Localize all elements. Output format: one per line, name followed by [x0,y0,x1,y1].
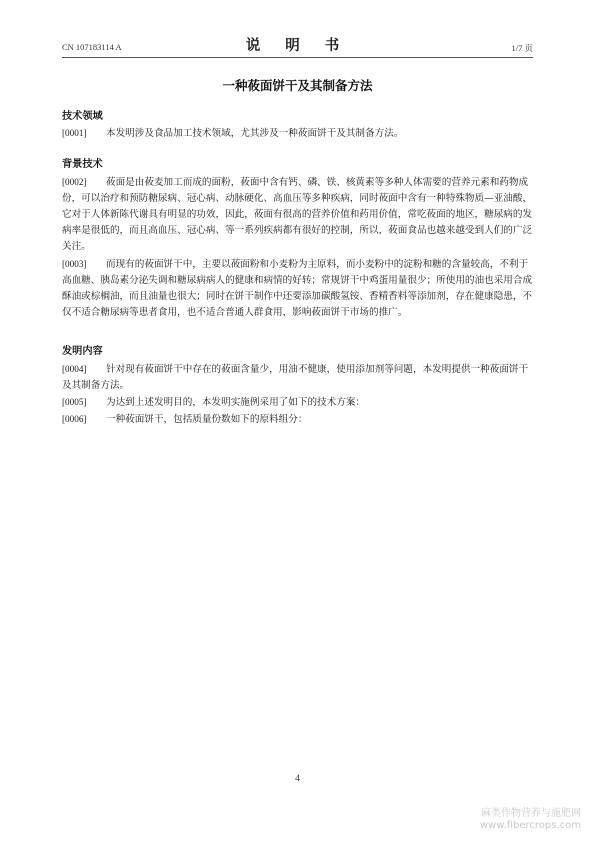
section-heading: 背景技术 [62,158,103,171]
header-divider [62,57,533,58]
watermark-url: www.fibercrops.com [479,820,581,831]
paragraph-text: 而现有的莜面饼干中，主要以莜面粉和小麦粉为主原料，而小麦粉中的淀粉和糖的含量较高，不利于高血糖、胰岛素分泌失调和糖尿病病人的健康和病情的好转；常规饼干中鸡蛋用量很少；所使用的油也采用合成酥油或棕榈油，而且油量也很大；同时在饼干制作中还要添加碳酸氢铵、香精香料等添加剂，存在健康隐患，不仅不适合糖尿病等患者食用，也不适合普通人群食用，影响莜面饼干市场的推广。 [62,258,533,319]
paragraph-text: 针对现有莜面饼干中存在的莜面含量少，用油不健康，使用添加剂等问题，本发明提供一种莜面饼干及其制备方法。 [62,363,529,391]
paragraph-number: [0004] [62,363,87,374]
paragraph-number: [0001] [62,128,87,139]
paragraph-text: 一种莜面饼干，包括质量份数如下的原料组分： [106,414,308,426]
paragraph [62,394,533,411]
paragraph-number: [0002] [62,176,87,187]
paragraph-text: 本发明涉及食品加工技术领域，尤其涉及一种莜面饼干及其制备方法。 [106,128,404,140]
document-body [62,108,533,428]
paragraph-text: 莜面是由莜麦加工而成的面粉，莜面中含有钙、磷、铁、核黄素等多种人体需要的营养元素和药物成份，可以治疗和预防糖尿病、冠心病、动脉硬化、高血压等多种疾病，同时莜面中含有一种特殊物质—亚油酸，它对于人体新陈代谢具有明显的功效，因此，莜面有很高的营养价值和药用价值，常吃莜面的地区，糖尿病的发病率是很低的，而且高血压、冠心病、等一系列疾病都有很好的控制，所以，莜面食品也越来越受到人们的广泛关注。 [62,176,533,253]
paragraph-text: 为达到上述发明目的，本发明实施例采用了如下的技术方案： [106,397,366,409]
paragraph-number: [0006] [62,414,87,425]
paragraph-number: [0005] [62,397,87,408]
paragraph [62,125,533,142]
section-heading: 发明内容 [62,345,103,358]
page-indicator: 1/7 页 [511,43,533,53]
section-heading: 技术领域 [62,110,103,122]
patent-number: CN 107183114 A [62,42,122,52]
paragraph [62,411,533,428]
document-title: 一种莜面饼干及其制备方法 [222,78,373,93]
paragraph [62,174,533,256]
page-header [62,34,533,56]
watermark-name: 麻类作物营养与施肥网 [481,808,581,819]
paragraph [62,256,533,322]
site-watermark [480,808,581,832]
paragraph-number: [0003] [62,258,87,269]
page-number: 4 [295,774,300,784]
paragraph [62,361,533,394]
header-title: 说 明 书 [245,37,350,54]
